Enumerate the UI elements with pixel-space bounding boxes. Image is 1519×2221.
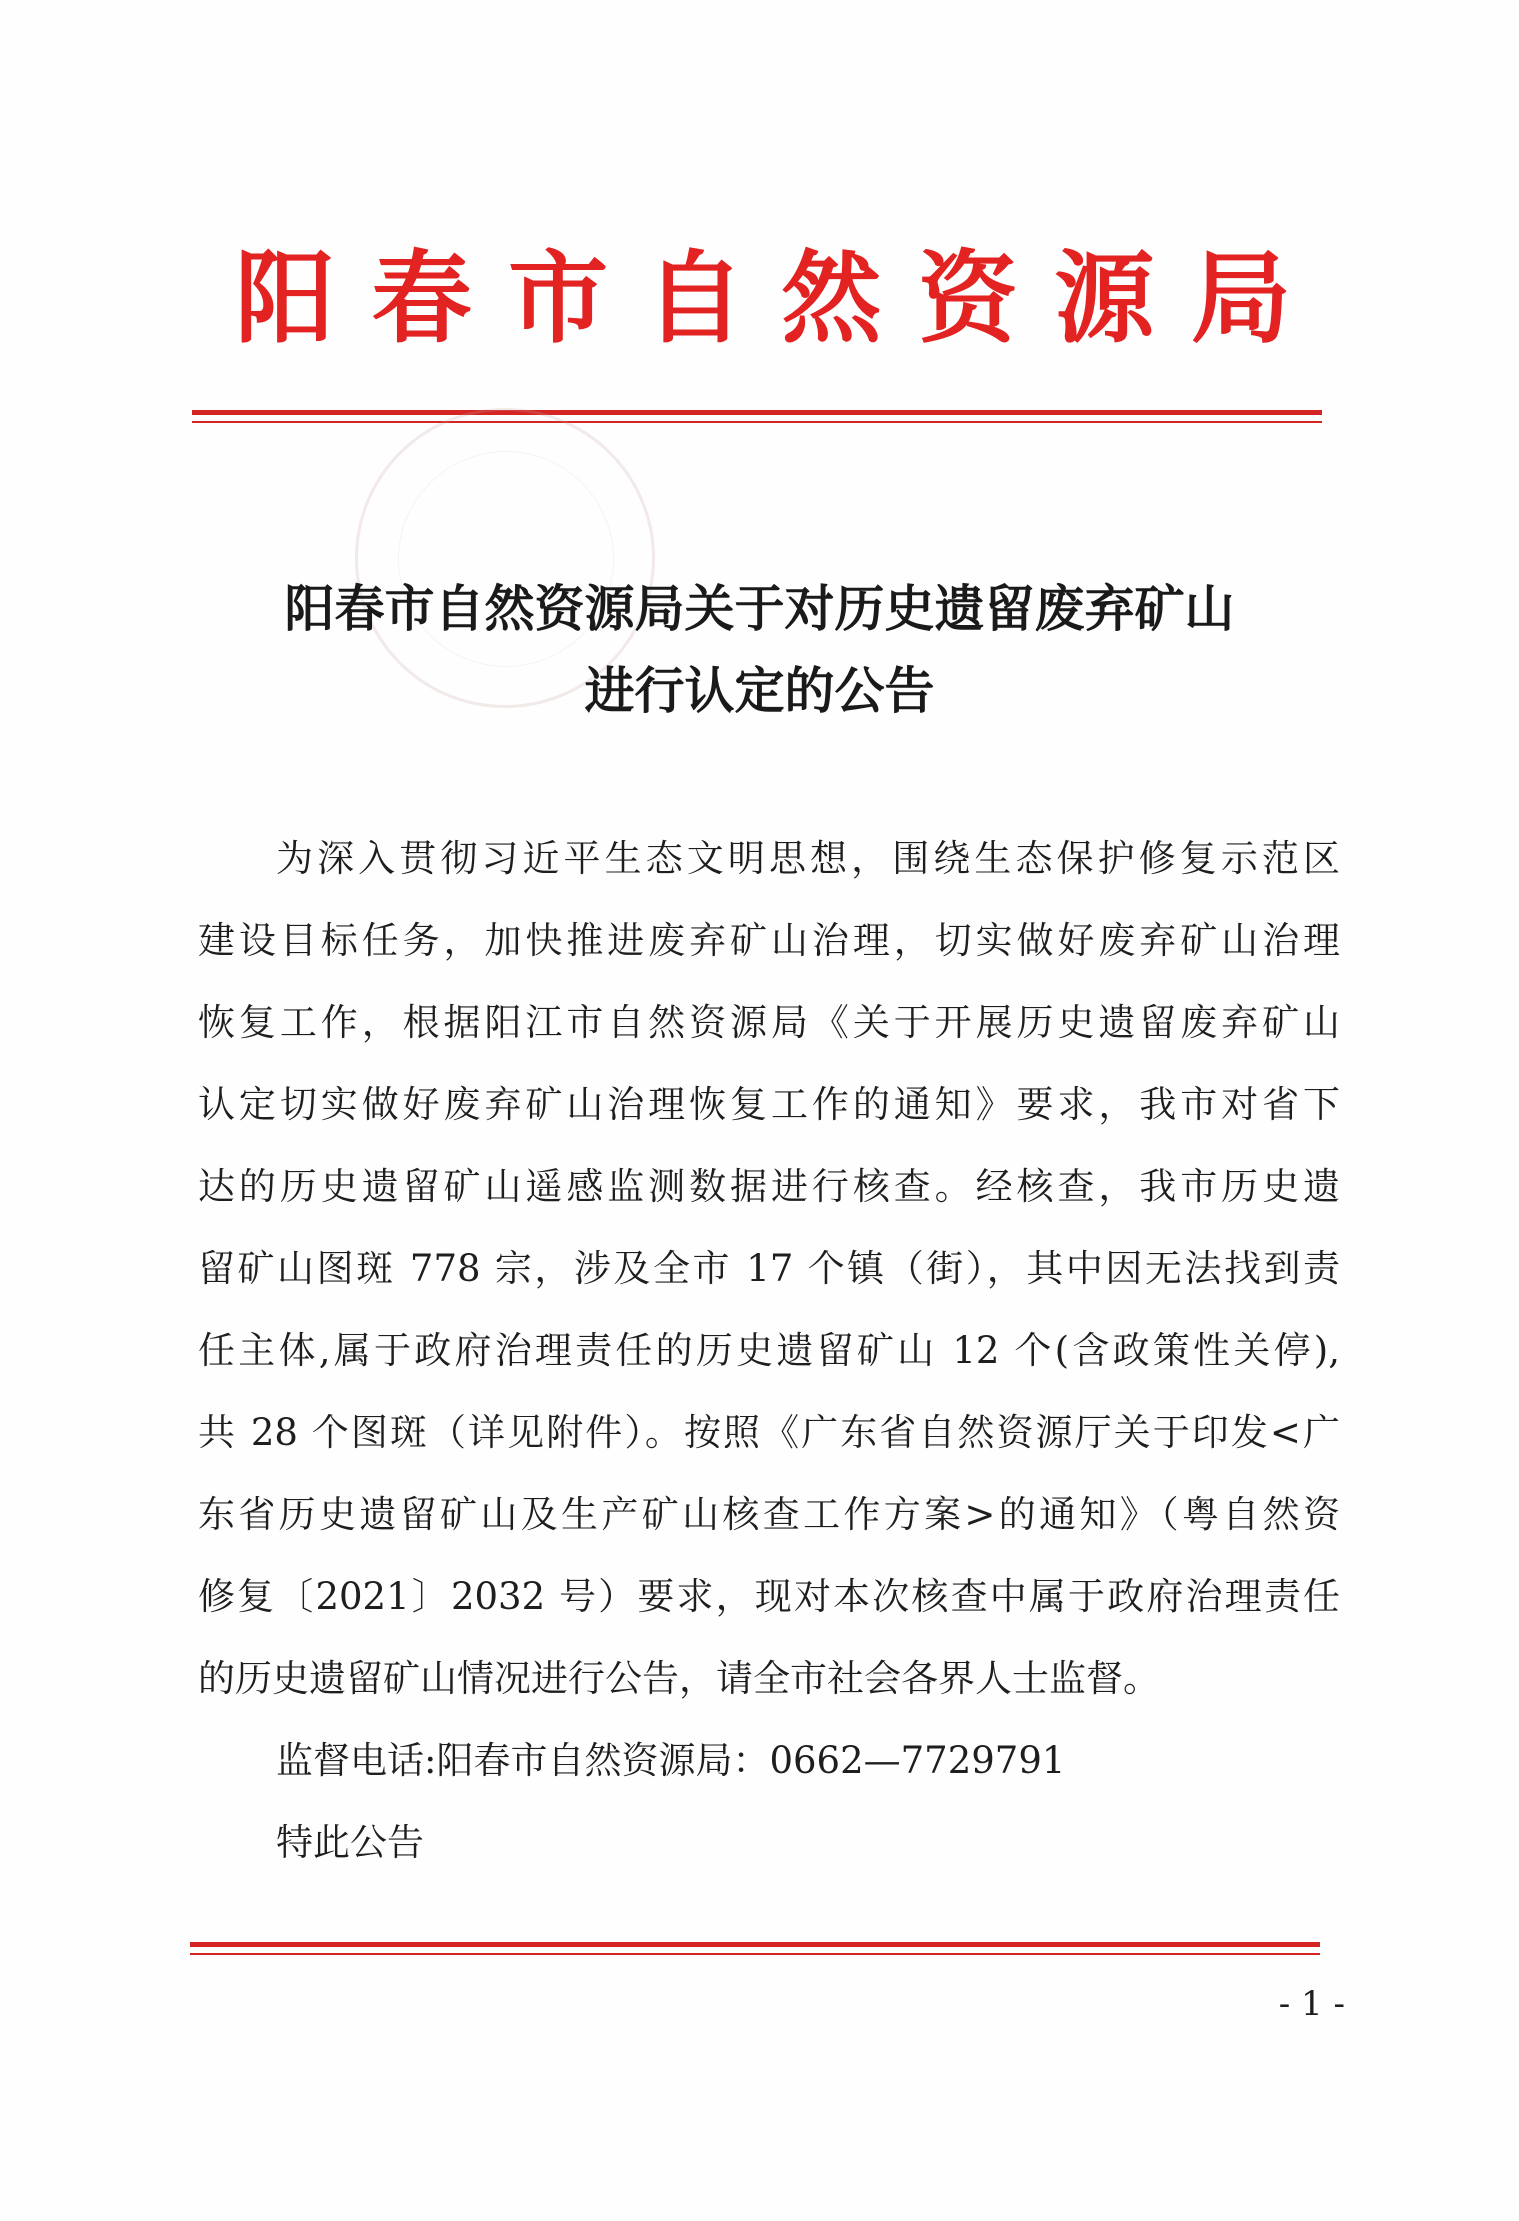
title-line-2: 进行认定的公告 (584, 662, 935, 720)
announcement-body (198, 818, 1340, 1884)
red-rule-thin-line (190, 1953, 1320, 1955)
body-line: 认定切实做好废弃矿山治理恢复工作的通知》要求，我市对省下 (198, 1083, 1340, 1126)
closing-line: 特此公告 (276, 1821, 424, 1864)
letterhead-title: 阳春市自然资源局 (235, 239, 1295, 357)
body-line: 恢复工作，根据阳江市自然资源局《关于开展历史遗留废弃矿山 (198, 1001, 1340, 1044)
page-number: - 1 - (1278, 1984, 1345, 2024)
letterhead-red-rule (192, 410, 1322, 428)
announcement-title (150, 568, 1369, 732)
hotline-line: 监督电话:阳春市自然资源局：0662—7729791 (276, 1739, 1066, 1782)
red-rule-thin-line (192, 421, 1322, 423)
body-line: 建设目标任务，加快推进废弃矿山治理，切实做好废弃矿山治理 (198, 919, 1340, 962)
body-line: 修复〔2021〕2032 号）要求，现对本次核查中属于政府治理责任 (198, 1575, 1340, 1618)
body-line: 达的历史遗留矿山遥感监测数据进行核查。经核查，我市历史遗 (198, 1165, 1340, 1208)
title-line-1: 阳春市自然资源局关于对历史遗留废弃矿山 (284, 580, 1235, 638)
body-line: 东省历史遗留矿山及生产矿山核查工作方案>的通知》（粤自然资 (198, 1493, 1340, 1536)
body-line: 任主体,属于政府治理责任的历史遗留矿山 12 个(含政策性关停), (198, 1329, 1340, 1372)
body-line: 共 28 个图斑（详见附件）。按照《广东省自然资源厅关于印发<广 (198, 1411, 1340, 1454)
body-line: 为深入贯彻习近平生态文明思想，围绕生态保护修复示范区 (276, 837, 1340, 880)
red-rule-thick-line (192, 410, 1322, 415)
red-rule-thick-line (190, 1942, 1320, 1947)
footer-red-rule (190, 1942, 1320, 1960)
body-line: 留矿山图斑 778 宗，涉及全市 17 个镇（街），其中因无法找到责 (198, 1247, 1340, 1290)
body-line: 的历史遗留矿山情况进行公告，请全市社会各界人士监督。 (198, 1657, 1160, 1700)
